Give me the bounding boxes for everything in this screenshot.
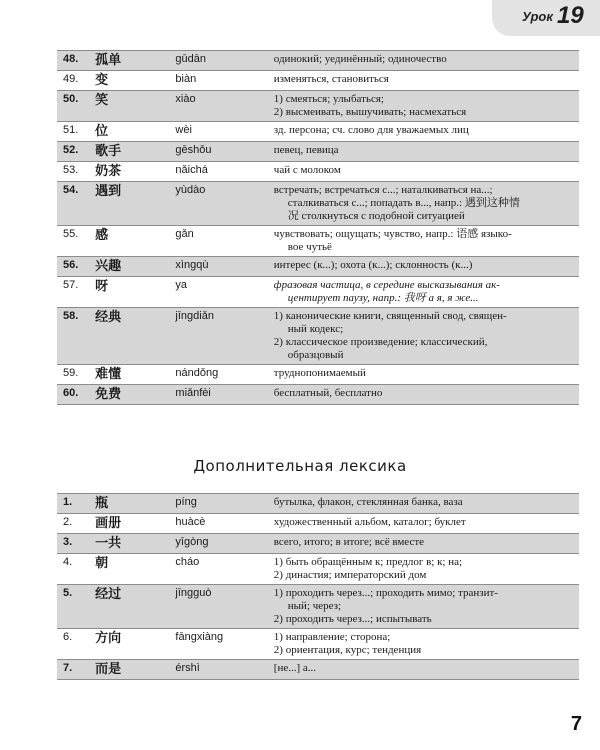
translation-line: 1) канонические книги, священный свод, священ- [273,310,507,322]
entry-number: 55. [57,226,89,257]
entry-pinyin: érshì [169,660,267,680]
entry-hanzi: 歌手 [89,142,169,162]
vocabulary-table [57,50,579,405]
entry-pinyin: gūdān [169,51,267,71]
translation-line: бесплатный, бесплатно [273,387,383,399]
entry-pinyin: jīngguò [169,585,267,629]
entry-pinyin: wèi [169,122,267,142]
vocab-row [57,182,579,226]
entry-pinyin: ya [169,277,267,308]
entry-pinyin: nǎichá [169,162,267,182]
entry-translation [268,162,579,182]
vocab-row [57,494,579,514]
page-number: 7 [570,713,582,735]
entry-translation [268,554,579,585]
entry-number: 57. [57,277,89,308]
translation-line: изменяться, становиться [273,73,389,85]
vocab-row [57,71,579,91]
translation-line: зд. персона; сч. слово для уважаемых лиц [273,124,469,136]
entry-number: 51. [57,122,89,142]
entry-hanzi: 感 [89,226,169,257]
vocab-row [57,257,579,277]
entry-pinyin: xìngqù [169,257,267,277]
entry-pinyin: jīngdiǎn [169,308,267,365]
entry-hanzi: 而是 [89,660,169,680]
translation-line: 1) проходить через...; проходить мимо; транзит- [273,587,498,599]
entry-translation [268,534,579,554]
entry-number: 58. [57,308,89,365]
lesson-tab [492,0,600,36]
entry-hanzi: 方向 [89,629,169,660]
vocab-row [57,162,579,182]
vocab-row [57,514,579,534]
entry-number: 3. [57,534,89,554]
vocab-row [57,534,579,554]
entry-hanzi: 难懂 [89,365,169,385]
vocab-row [57,91,579,122]
entry-hanzi: 经典 [89,308,169,365]
entry-pinyin: miǎnfèi [169,385,267,405]
entry-number: 2. [57,514,89,534]
entry-number: 59. [57,365,89,385]
vocab-row [57,365,579,385]
additional-vocabulary-table [57,493,579,680]
entry-translation [268,277,579,308]
vocab-row [57,585,579,629]
translation-line: ный; через; [287,600,342,612]
translation-line: 2) высмеивать, вышучивать; насмехаться [273,106,467,118]
entry-translation [268,385,579,405]
entry-translation [268,142,579,162]
entry-number: 56. [57,257,89,277]
vocab-row [57,226,579,257]
translation-line: всего, итого; в итоге; всё вместе [273,536,425,548]
entry-translation [268,122,579,142]
translation-line: 1) направление; сторона; [273,631,391,643]
translation-line: сталкиваться с...; попадать в..., напр.: 遇到这种情 [287,197,520,209]
translation-line: 2) династия; императорский дом [273,569,427,581]
translation-line: художественный альбом, каталог; буклет [273,516,466,528]
entry-hanzi: 瓶 [89,494,169,514]
vocab-row [57,554,579,585]
vocab-row [57,51,579,71]
translation-line: встречать; встречаться с...; наталкиваться на...; [273,184,493,196]
translation-line: образцовый [287,349,344,361]
translation-line: ный кодекс; [287,323,344,335]
translation-line: 1) быть обращённым к; предлог в; к; на; [273,556,463,568]
entry-translation [268,71,579,91]
translation-line: чувствовать; ощущать; чувство, напр.: 语感 языко- [273,228,512,240]
vocab-row [57,660,579,680]
entry-hanzi: 笑 [89,91,169,122]
entry-translation [268,629,579,660]
translation-line: фразовая частица, в середине высказывания ак- [273,279,500,291]
entry-hanzi: 奶茶 [89,162,169,182]
entry-translation [268,226,579,257]
section-heading: Дополнительная лексика [193,457,407,475]
translation-line: певец, певица [273,144,339,156]
entry-translation [268,494,579,514]
entry-translation [268,365,579,385]
vocab-row [57,122,579,142]
entry-hanzi: 免费 [89,385,169,405]
entry-number: 1. [57,494,89,514]
entry-number: 48. [57,51,89,71]
entry-number: 4. [57,554,89,585]
entry-translation [268,308,579,365]
entry-pinyin: cháo [169,554,267,585]
entry-number: 54. [57,182,89,226]
translation-line: бутылка, флакон, стеклянная банка, ваза [273,496,463,508]
entry-translation [268,91,579,122]
entry-hanzi: 一共 [89,534,169,554]
translation-line: 2) ориентация, курс; тенденция [273,644,422,656]
entry-hanzi: 变 [89,71,169,91]
vocab-row [57,277,579,308]
entry-pinyin: gǎn [169,226,267,257]
entry-pinyin: yùdào [169,182,267,226]
translation-line: 2) классическое произведение; классический, [273,336,488,348]
translation-line: [не...] а... [273,662,317,674]
translation-line: 2) проходить через...; испытывать [273,613,432,625]
entry-hanzi: 位 [89,122,169,142]
entry-translation [268,182,579,226]
entry-pinyin: nándǒng [169,365,267,385]
entry-number: 49. [57,71,89,91]
translation-line: 况 столкнуться с подобной ситуацией [287,210,465,222]
entry-pinyin: píng [169,494,267,514]
entry-number: 5. [57,585,89,629]
entry-number: 60. [57,385,89,405]
entry-hanzi: 遇到 [89,182,169,226]
entry-number: 6. [57,629,89,660]
entry-number: 50. [57,91,89,122]
translation-line: труднопонимаемый [273,367,366,379]
lesson-number: 19 [557,2,584,29]
translation-line: вое чутьё [287,241,332,253]
entry-hanzi: 画册 [89,514,169,534]
translation-line: центирует паузу, напр.: 我呀 а я, я же... [287,292,479,304]
entry-number: 53. [57,162,89,182]
entry-pinyin: gēshǒu [169,142,267,162]
vocab-row [57,629,579,660]
translation-line: интерес (к...); охота (к...); склонность (к...) [273,259,473,271]
entry-number: 52. [57,142,89,162]
lesson-label: Урок [522,9,553,24]
entry-pinyin: yīgòng [169,534,267,554]
entry-translation [268,257,579,277]
entry-translation [268,514,579,534]
translation-line: чай с молоком [273,164,341,176]
entry-translation [268,51,579,71]
entry-pinyin: xiào [169,91,267,122]
entry-hanzi: 呀 [89,277,169,308]
entry-number: 7. [57,660,89,680]
entry-pinyin: fāngxiàng [169,629,267,660]
entry-translation [268,585,579,629]
entry-hanzi: 朝 [89,554,169,585]
entry-hanzi: 经过 [89,585,169,629]
entry-translation [268,660,579,680]
translation-line: 1) смеяться; улыбаться; [273,93,384,105]
vocab-row [57,385,579,405]
vocab-row [57,308,579,365]
entry-pinyin: biàn [169,71,267,91]
translation-line: одинокий; уединённый; одиночество [273,53,447,65]
entry-pinyin: huàcè [169,514,267,534]
vocab-row [57,142,579,162]
entry-hanzi: 孤单 [89,51,169,71]
entry-hanzi: 兴趣 [89,257,169,277]
